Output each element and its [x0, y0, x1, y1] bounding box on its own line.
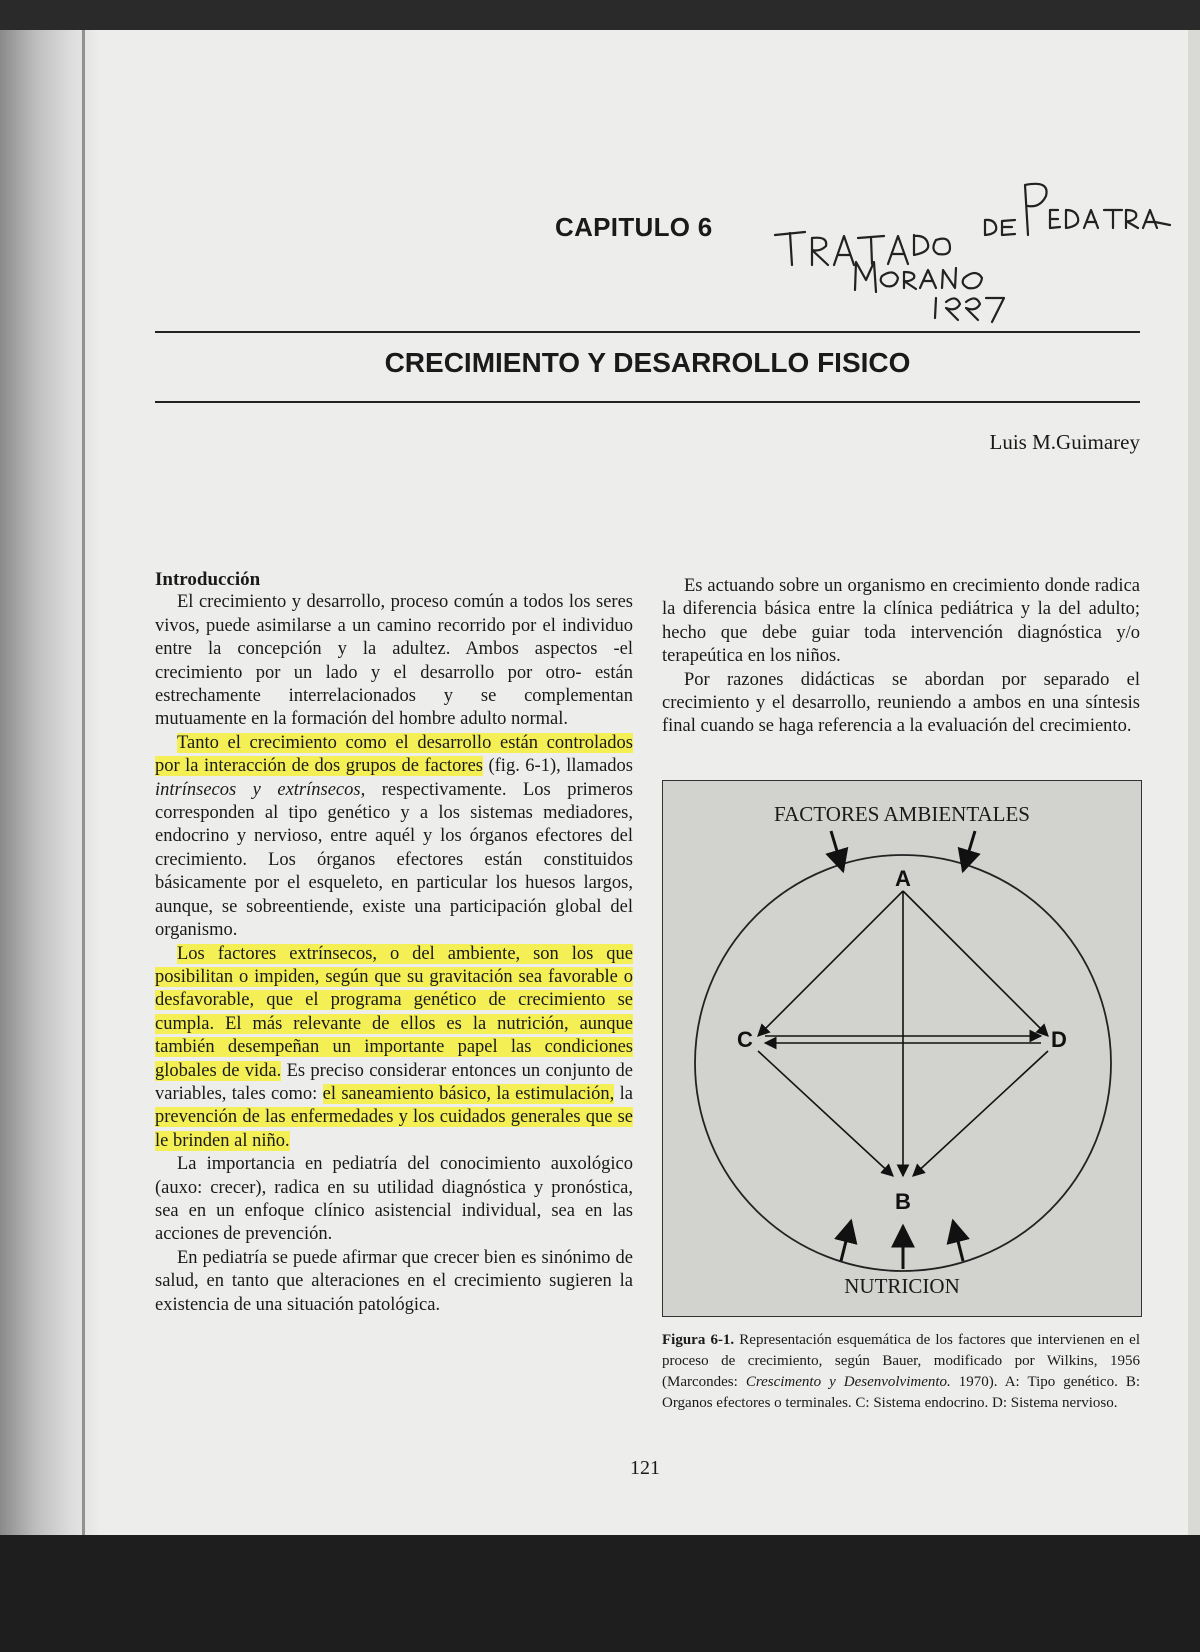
body-text: Es preciso considerar entonces un conjunto de variables, tales como: — [155, 1060, 633, 1104]
scan-bottom-band — [0, 1535, 1200, 1652]
growth-factors-diagram — [663, 781, 1141, 1316]
figure-6-1 — [662, 780, 1142, 1317]
figure-caption — [662, 1330, 1140, 1414]
page-right-edge — [1188, 30, 1200, 1535]
title-rule-bottom — [155, 401, 1140, 403]
section-heading: Introducción — [155, 569, 261, 590]
node-c: C — [737, 1027, 753, 1052]
left-column — [155, 568, 633, 1317]
book-spine — [82, 30, 85, 1535]
paragraph-7: Por razones didácticas se abordan por separado el crecimiento y el desarrollo, reuniendo a ambos en una síntesis final cuando se haga referencia a la evaluación del crecimiento. — [662, 669, 1140, 737]
caption-text: Representación esquemática de los factores que intervienen en el proceso de crecimiento, según Bauer, modificado por Wilkins, 1956 (Marcondes: — [662, 1332, 1140, 1390]
caption-italic: Crescimento y Desenvolvimento. — [745, 1374, 951, 1390]
node-b: B — [895, 1189, 911, 1214]
chapter-title: CRECIMIENTO Y DESARROLLO FISICO — [384, 347, 911, 378]
caption-label: Figura 6-1. — [662, 1332, 735, 1348]
arrow-d-to-b — [913, 1051, 1048, 1176]
page-number: 121 — [630, 1457, 660, 1479]
paragraph-5: En pediatría se puede afirmar que crecer bien es sinónimo de salud, en tanto que alteraciones en el crecimiento sugieren la existencia de una situación patológica. — [155, 1247, 633, 1315]
arrow-nutrition-right — [953, 1221, 963, 1261]
page-gutter-shadow — [0, 30, 100, 1535]
italic-term: intrínsecos y extrínsecos, — [155, 779, 366, 800]
figure-top-label: FACTORES AMBIENTALES — [774, 802, 1030, 826]
highlighted-text: Tanto el crecimiento como el desarrollo están controlados por la interacción de dos grupos de factores — [155, 732, 633, 777]
caption-text: 1970). A: Tipo genético. B: Organos efectores o terminales. C: Sistema endocrino. D: Sistema nervioso. — [662, 1374, 1140, 1411]
body-text: respectivamente. Los primeros corresponden al tipo genético y a los sistemas mediadores, endocrino y nervioso, entre aquél y los órganos efectores del crecimiento. — [155, 779, 633, 870]
paragraph-3 — [155, 943, 633, 1154]
paragraph-4: La importancia en pediatría del conocimiento auxológico (auxo: crecer), radica en su utilidad diagnóstica y pronóstica, sea en un enfoque clínico asistencial individual, sea en las acciones de prevención. — [155, 1154, 633, 1245]
arrow-c-to-b — [758, 1051, 893, 1176]
highlighted-text: el saneamiento básico, la estimulación, — [322, 1083, 615, 1104]
right-column — [662, 575, 1140, 739]
scan-top-band — [0, 0, 1200, 30]
title-rule-top — [155, 331, 1140, 333]
paragraph-2 — [155, 732, 633, 943]
handwritten-note — [760, 180, 1180, 330]
author-name: Luis M.Guimarey — [989, 430, 1140, 454]
body-text: Los órganos efectores están constituidos básicamente por el esqueleto, en particular los huesos largos, aunque, se sobreentiende, existe una participación global del organismo. — [155, 849, 633, 941]
highlighted-text: Los factores extrínsecos, o del ambiente, son los que posibilitan o impiden, según que su gravitación sea favorable o desfavorable, que el programa genético de crecimiento se cumpla. El más relevante de ellos es la nutrición, aunque también desempeñan un importante papel las condiciones globales de vida. — [155, 943, 633, 1081]
paragraph-1: El crecimiento y desarrollo, proceso común a todos los seres vivos, puede asimilarse a un camino recorrido por el individuo entre la concepción y la adultez. Ambos aspectos -el crecimiento por un lado y el desarrollo por otro- están estrechamente interrelacionados y se complementan mutuamente en la formación del hombre adulto normal. — [155, 592, 633, 730]
chapter-label: CAPITULO 6 — [555, 212, 713, 242]
highlighted-text: prevención de las enfermedades y los cuidados generales que se le brinden al niño. — [155, 1107, 633, 1151]
arrow-a-to-d — [903, 891, 1048, 1036]
paragraph-6: Es actuando sobre un organismo en crecimiento donde radica la diferencia básica entre la clínica pediátrica y la del adulto; hecho que debe guiar toda intervención diagnóstica y/o terapeútica en los niños. — [662, 576, 1140, 667]
node-d: D — [1051, 1027, 1067, 1052]
arrow-a-to-c — [758, 891, 903, 1036]
figure-bottom-label: NUTRICION — [844, 1274, 960, 1298]
body-text: (fig. 6-1), llamados — [483, 756, 634, 777]
arrow-nutrition-left — [841, 1221, 851, 1261]
node-a: A — [895, 866, 911, 891]
body-text: la — [614, 1083, 633, 1104]
